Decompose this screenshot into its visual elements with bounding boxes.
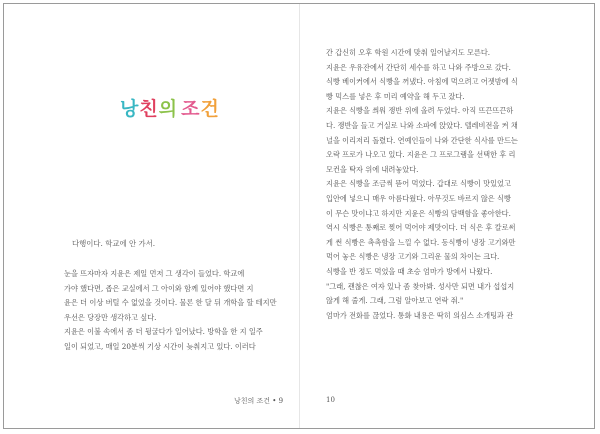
body-line: 널을 이리저리 돌렸다. 연예인들이 나와 간단한 식사를 만드는	[326, 135, 518, 145]
body-line: 빵 믹스를 넣은 후 미리 예약을 해 두고 잤다.	[326, 91, 465, 101]
body-line: 게 썬 식빵은 촉촉함을 느낄 수 없다. 동식빵이 냉장 고기와만	[326, 237, 516, 247]
body-line: 오락 프로가 나오고 있다. 지윤은 그 프로그램을 선택한 후 리	[326, 150, 516, 160]
body-line: 지윤은 우유잔에서 간단히 세수를 하고 나와 주방으로 갔다.	[326, 62, 511, 72]
body-line: 일이 되었고, 매일 20분씩 기상 시간이 늦춰지고 있다. 이러다	[64, 341, 256, 351]
left-page-body	[64, 267, 280, 355]
body-line: 윤은 더 이상 버틸 수 없었을 것이다. 물론 한 달 뒤 개학을 할 테지만	[64, 298, 277, 308]
title-char-5: 건	[200, 98, 220, 120]
body-line: 다. 쟁반을 들고 거실로 나와 소파에 앉았다. 텔레비전을 켜 채	[326, 120, 518, 130]
book-spread	[3, 3, 595, 429]
body-line: 이 무슨 맛이냐고 하지만 지윤은 식빵의 담백함을 좋아한다.	[326, 208, 511, 218]
body-line: 역시 식빵은 통째로 찢어 먹어야 제맛이다. 더 식은 후 칼로써	[326, 223, 516, 233]
body-line: 엄마가 전화를 끊었다. 통화 내용은 딱히 의심스 소개팅과 관	[326, 310, 514, 320]
body-line: 지윤은 식빵을 조금씩 뜯어 먹었다. 갑대로 식빵이 맛있었고	[326, 179, 511, 189]
body-line: 눈을 뜨자마자 지윤은 제일 먼저 그 생각이 들었다. 학교에	[64, 269, 245, 278]
body-line: 식빵 베이커에서 식빵을 꺼냈다. 아침에 먹으려고 어젯밤에 식	[326, 77, 518, 87]
body-line: 가야 했다면, 좁은 교실에서 그 아이와 함께 있어야 했다면 지	[64, 283, 254, 293]
body-line: 입안에 넣으니 매우 아름다웠다. 아무것도 바르지 않은 식빵	[326, 193, 511, 203]
body-line: 지윤은 식빵을 씌워 쟁반 위에 올려 두었다. 아직 뜨끈뜨끈하	[326, 106, 514, 116]
body-line: "그래, 괜찮은 여자 있나 좀 찾아봐. 성사만 되면 내가 섭섭지	[326, 281, 515, 291]
chapter-subtitle: 다행이다. 학교에 안 가서.	[72, 239, 156, 248]
right-page-body	[326, 46, 544, 323]
body-line: 않게 해 줄게. 그래, 그럼 알아보고 연락 줘."	[326, 296, 464, 306]
page-number-right: 10	[326, 396, 335, 404]
title-char-4: 조	[181, 98, 201, 120]
body-line: 우선은 당장만 생각하고 싶다.	[64, 312, 157, 322]
title-char-1: 낭	[120, 98, 140, 120]
body-line: 지윤은 이불 속에서 좀 더 뒹굴다가 일어났다. 방학을 한 지 일주	[64, 327, 263, 337]
page-gutter	[299, 4, 300, 428]
body-line: 먹어 놓은 식빵은 냉장 고기와 그리운 물의 차이는 크다.	[326, 252, 500, 262]
title-char-2: 친	[139, 98, 159, 120]
title-char-3: 의	[158, 98, 179, 120]
body-line: 모컨을 탁자 위에 내려놓았다.	[326, 164, 419, 174]
body-line: 식빵을 반 정도 먹었을 때 초승 엄마가 방에서 나왔다.	[326, 266, 493, 276]
page-number-left: 낭친의 조건 • 9	[234, 397, 284, 405]
chapter-title	[120, 94, 220, 121]
body-line: 간 갑신히 오후 학원 시간에 맞춰 일어날지도 모른다.	[326, 48, 491, 57]
